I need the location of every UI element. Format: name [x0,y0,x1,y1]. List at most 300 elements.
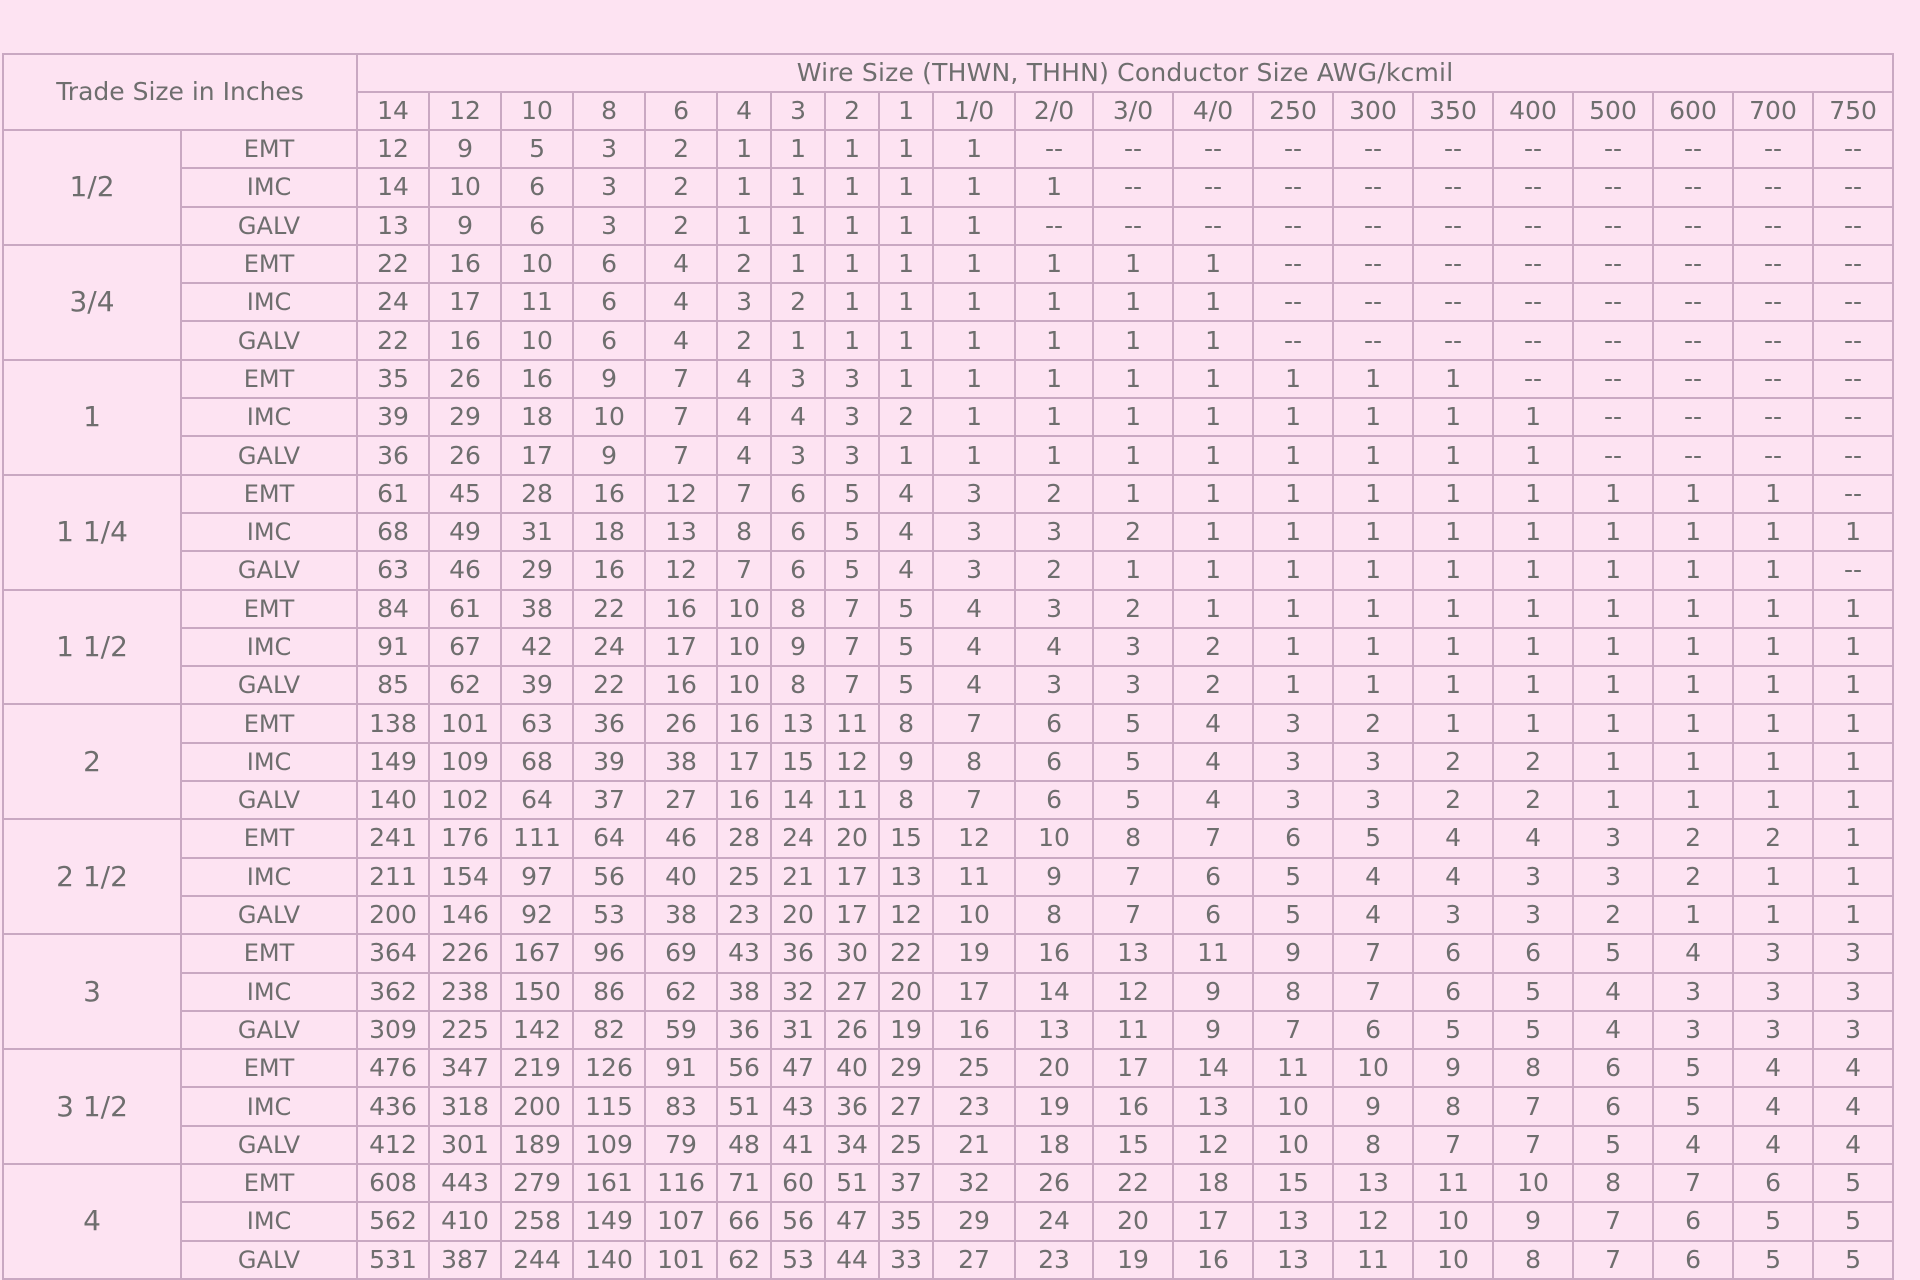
fill-count-cell: 5 [1493,1011,1573,1049]
fill-count-cell: 36 [573,704,645,742]
fill-count-cell: 4 [1813,1049,1893,1087]
conduit-type-cell: EMT [181,360,357,398]
fill-count-cell: 410 [429,1202,501,1240]
fill-count-cell: 1 [1253,398,1333,436]
fill-count-cell: 4 [1733,1087,1813,1125]
fill-count-cell: 38 [645,896,717,934]
fill-count-cell: 1 [1493,666,1573,704]
fill-count-cell: 2 [1093,590,1173,628]
fill-count-cell: 7 [1093,858,1173,896]
fill-count-cell: 1 [1093,360,1173,398]
fill-count-cell: 11 [1173,934,1253,972]
fill-count-cell: 5 [1093,704,1173,742]
fill-count-cell: 3 [1253,704,1333,742]
fill-count-cell: -- [1653,245,1733,283]
fill-count-cell: 8 [771,666,825,704]
fill-count-cell: 14 [1173,1049,1253,1087]
fill-count-cell: -- [1253,130,1333,168]
fill-count-cell: -- [1733,168,1813,206]
fill-count-cell: 4 [717,360,771,398]
fill-count-cell: 1 [1573,475,1653,513]
fill-count-cell: -- [1813,436,1893,474]
fill-count-cell: 10 [501,245,573,283]
fill-count-cell: 6 [1253,819,1333,857]
fill-count-cell: 531 [357,1241,429,1279]
fill-count-cell: 6 [573,321,645,359]
fill-count-cell: 20 [879,973,933,1011]
conduit-type-cell: IMC [181,973,357,1011]
fill-count-cell: 16 [717,781,771,819]
fill-count-cell: 476 [357,1049,429,1087]
conduit-type-cell: GALV [181,1126,357,1164]
fill-count-cell: 6 [771,475,825,513]
fill-count-cell: 10 [933,896,1015,934]
fill-count-cell: 1 [1733,743,1813,781]
fill-count-cell: 8 [1573,1164,1653,1202]
trade-size-cell: 2 [3,704,181,819]
fill-count-cell: -- [1253,321,1333,359]
fill-count-cell: 22 [573,590,645,628]
header-row [3,54,1893,92]
fill-count-cell: 7 [1493,1087,1573,1125]
fill-count-cell: 6 [501,207,573,245]
fill-count-cell: 53 [573,896,645,934]
fill-count-cell: 1 [771,321,825,359]
conduit-type-cell: GALV [181,1241,357,1279]
table-row [3,628,1893,666]
fill-count-cell: 1 [1173,283,1253,321]
fill-count-cell: -- [1813,245,1893,283]
trade-size-cell: 4 [3,1164,181,1279]
fill-count-cell: 1 [1573,590,1653,628]
fill-count-cell: 149 [357,743,429,781]
fill-count-cell: 1 [1413,475,1493,513]
fill-count-cell: 3 [717,283,771,321]
table-row [3,513,1893,551]
fill-count-cell: 42 [501,628,573,666]
fill-count-cell: 1 [1413,360,1493,398]
fill-count-cell: 1 [1733,551,1813,589]
fill-count-cell: -- [1093,168,1173,206]
fill-count-cell: 1 [1573,551,1653,589]
trade-size-cell: 1/2 [3,130,181,245]
fill-count-cell: 149 [573,1202,645,1240]
fill-count-cell: 9 [1173,973,1253,1011]
fill-count-cell: 1 [717,207,771,245]
table-row [3,551,1893,589]
wire-size-header-cell: 1/0 [933,92,1015,130]
fill-count-cell: -- [1253,207,1333,245]
fill-count-cell: 82 [573,1011,645,1049]
fill-count-cell: 43 [771,1087,825,1125]
fill-count-cell: 14 [357,168,429,206]
table-row [3,590,1893,628]
fill-count-cell: 34 [825,1126,879,1164]
fill-count-cell: 3 [573,168,645,206]
table-row [3,781,1893,819]
table-row [3,321,1893,359]
fill-count-cell: 1 [1813,896,1893,934]
wire-size-header-cell: 10 [501,92,573,130]
fill-count-cell: 4 [1573,973,1653,1011]
fill-count-cell: 41 [771,1126,825,1164]
wire-size-header: Wire Size (THWN, THHN) Conductor Size AWG/kcmil [357,54,1893,92]
fill-count-cell: 138 [357,704,429,742]
fill-count-cell: 1 [1015,398,1093,436]
fill-count-cell: -- [1573,321,1653,359]
fill-count-cell: 1 [1173,245,1253,283]
fill-count-cell: 7 [825,590,879,628]
trade-size-cell: 3 1/2 [3,1049,181,1164]
fill-count-cell: 3 [1333,743,1413,781]
table-row [3,1164,1893,1202]
fill-count-cell: 40 [645,858,717,896]
fill-count-cell: 12 [645,551,717,589]
fill-count-cell: 8 [1493,1049,1573,1087]
fill-count-cell: 14 [771,781,825,819]
fill-count-cell: 1 [1413,398,1493,436]
fill-count-cell: 412 [357,1126,429,1164]
fill-count-cell: -- [1333,130,1413,168]
fill-count-cell: 26 [825,1011,879,1049]
fill-count-cell: 10 [1413,1241,1493,1279]
fill-count-cell: 31 [501,513,573,551]
fill-count-cell: 22 [879,934,933,972]
fill-count-cell: 1 [1493,628,1573,666]
fill-count-cell: 102 [429,781,501,819]
fill-count-cell: 17 [645,628,717,666]
fill-count-cell: 61 [429,590,501,628]
table-row [3,858,1893,896]
fill-count-cell: -- [1653,321,1733,359]
fill-count-cell: 3 [1573,819,1653,857]
fill-count-cell: 17 [933,973,1015,1011]
fill-count-cell: -- [1813,168,1893,206]
fill-count-cell: 1 [1253,590,1333,628]
conduit-type-cell: EMT [181,475,357,513]
fill-count-cell: -- [1733,130,1813,168]
table-row [3,819,1893,857]
fill-count-cell: 115 [573,1087,645,1125]
fill-count-cell: 1 [1333,590,1413,628]
fill-count-cell: 1 [933,245,1015,283]
wire-size-header-cell: 500 [1573,92,1653,130]
fill-count-cell: 1 [1813,704,1893,742]
fill-count-cell: 13 [357,207,429,245]
fill-count-cell: -- [1253,168,1333,206]
wire-size-header-cell: 6 [645,92,717,130]
fill-count-cell: 6 [1413,934,1493,972]
fill-count-cell: 1 [879,360,933,398]
fill-count-cell: 1 [1173,513,1253,551]
fill-count-cell: 51 [825,1164,879,1202]
wire-size-header-cell: 600 [1653,92,1733,130]
fill-count-cell: 1 [1333,475,1413,513]
trade-size-cell: 2 1/2 [3,819,181,934]
table-row [3,245,1893,283]
fill-count-cell: 2 [1733,819,1813,857]
wire-size-header-cell: 750 [1813,92,1893,130]
fill-count-cell: 1 [1015,436,1093,474]
fill-count-cell: 46 [645,819,717,857]
fill-count-cell: 109 [429,743,501,781]
fill-count-cell: 37 [879,1164,933,1202]
table-row [3,436,1893,474]
fill-count-cell: 39 [501,666,573,704]
fill-count-cell: 1 [771,207,825,245]
fill-count-cell: 18 [501,398,573,436]
fill-count-cell: 12 [879,896,933,934]
fill-count-cell: -- [1333,245,1413,283]
fill-count-cell: -- [1493,360,1573,398]
fill-count-cell: 226 [429,934,501,972]
fill-count-cell: 150 [501,973,573,1011]
fill-count-cell: -- [1573,398,1653,436]
fill-count-cell: 1 [1173,436,1253,474]
fill-count-cell: 27 [825,973,879,1011]
fill-count-cell: 1 [1653,590,1733,628]
fill-count-cell: -- [1813,321,1893,359]
fill-count-cell: 1 [879,168,933,206]
fill-count-cell: 107 [645,1202,717,1240]
fill-count-cell: 9 [1015,858,1093,896]
fill-count-cell: -- [1333,168,1413,206]
fill-count-cell: 17 [825,858,879,896]
fill-count-cell: 2 [1653,819,1733,857]
fill-count-cell: 43 [717,934,771,972]
fill-count-cell: 1 [1653,896,1733,934]
fill-count-cell: 1 [1333,513,1413,551]
conduit-type-cell: EMT [181,819,357,857]
fill-count-cell: 5 [879,628,933,666]
fill-count-cell: 62 [645,973,717,1011]
fill-count-cell: 1 [1413,513,1493,551]
fill-count-cell: 1 [825,168,879,206]
fill-count-cell: 1 [1333,628,1413,666]
fill-count-cell: 10 [717,666,771,704]
fill-count-cell: 6 [1015,704,1093,742]
fill-count-cell: 1 [1015,168,1093,206]
fill-count-cell: 31 [771,1011,825,1049]
fill-count-cell: 1 [1493,436,1573,474]
fill-count-cell: 4 [933,590,1015,628]
fill-count-cell: 12 [1173,1126,1253,1164]
fill-count-cell: 4 [879,551,933,589]
fill-count-cell: 301 [429,1126,501,1164]
fill-count-cell: 200 [501,1087,573,1125]
fill-count-cell: 1 [1813,590,1893,628]
table-row [3,896,1893,934]
fill-count-cell: 4 [1173,704,1253,742]
fill-count-cell: 1 [1813,743,1893,781]
fill-count-cell: 6 [1413,973,1493,1011]
fill-count-cell: 8 [1333,1126,1413,1164]
table-row [3,1011,1893,1049]
fill-count-cell: 1 [1413,551,1493,589]
fill-count-cell: 17 [1093,1049,1173,1087]
fill-count-cell: 3 [825,398,879,436]
fill-count-cell: 3 [1733,1011,1813,1049]
fill-count-cell: 3 [1813,934,1893,972]
fill-count-cell: 20 [1015,1049,1093,1087]
fill-count-cell: 38 [717,973,771,1011]
fill-count-cell: 608 [357,1164,429,1202]
fill-count-cell: 9 [1173,1011,1253,1049]
fill-count-cell: 7 [1093,896,1173,934]
wire-size-header-cell: 250 [1253,92,1333,130]
fill-count-cell: 8 [879,781,933,819]
conduit-type-cell: IMC [181,168,357,206]
fill-count-cell: 49 [429,513,501,551]
fill-count-cell: 19 [879,1011,933,1049]
fill-count-cell: 1 [1253,666,1333,704]
fill-count-cell: 1 [1813,513,1893,551]
fill-count-cell: 5 [1653,1049,1733,1087]
fill-count-cell: 318 [429,1087,501,1125]
fill-count-cell: 2 [879,398,933,436]
fill-count-cell: 1 [1653,743,1733,781]
fill-count-cell: 279 [501,1164,573,1202]
fill-count-cell: -- [1413,130,1493,168]
fill-count-cell: 5 [1093,743,1173,781]
wire-size-header-cell: 8 [573,92,645,130]
fill-count-cell: 238 [429,973,501,1011]
fill-count-cell: 9 [1333,1087,1413,1125]
fill-count-cell: 4 [717,398,771,436]
fill-count-cell: 1 [879,207,933,245]
fill-count-cell: 1 [1253,628,1333,666]
wire-size-header-cell: 2/0 [1015,92,1093,130]
fill-count-cell: 101 [429,704,501,742]
conduit-type-cell: GALV [181,896,357,934]
table-row [3,1087,1893,1125]
fill-count-cell: 20 [771,896,825,934]
fill-count-cell: 1 [825,283,879,321]
fill-count-cell: 7 [1173,819,1253,857]
fill-count-cell: -- [1333,207,1413,245]
fill-count-cell: 64 [501,781,573,819]
fill-count-cell: -- [1573,436,1653,474]
fill-count-cell: 4 [1573,1011,1653,1049]
fill-count-cell: 17 [429,283,501,321]
fill-count-cell: 1 [933,436,1015,474]
fill-count-cell: 1 [1173,321,1253,359]
table-row [3,973,1893,1011]
fill-count-cell: 8 [933,743,1015,781]
fill-count-cell: 1 [1573,704,1653,742]
fill-count-cell: 19 [933,934,1015,972]
fill-count-cell: 1 [717,130,771,168]
fill-count-cell: 1 [1733,704,1813,742]
fill-count-cell: 7 [717,551,771,589]
fill-count-cell: 10 [1493,1164,1573,1202]
fill-count-cell: 36 [717,1011,771,1049]
fill-count-cell: 27 [933,1241,1015,1279]
conduit-type-cell: EMT [181,934,357,972]
fill-count-cell: 36 [825,1087,879,1125]
fill-count-cell: 17 [501,436,573,474]
fill-count-cell: 25 [879,1126,933,1164]
fill-count-cell: 1 [1813,628,1893,666]
fill-count-cell: 7 [933,781,1015,819]
fill-count-cell: 10 [717,590,771,628]
conduit-type-cell: IMC [181,743,357,781]
fill-count-cell: -- [1093,207,1173,245]
fill-count-cell: -- [1813,207,1893,245]
fill-count-cell: 140 [357,781,429,819]
fill-count-cell: -- [1015,130,1093,168]
fill-count-cell: 1 [1573,666,1653,704]
fill-count-cell: 6 [771,551,825,589]
fill-count-cell: 1 [1253,551,1333,589]
fill-count-cell: -- [1413,168,1493,206]
table-row [3,704,1893,742]
fill-count-cell: 13 [1015,1011,1093,1049]
conduit-type-cell: GALV [181,207,357,245]
fill-count-cell: 2 [1015,551,1093,589]
fill-count-cell: 1 [1015,245,1093,283]
fill-count-cell: 36 [771,934,825,972]
fill-count-cell: 6 [1653,1202,1733,1240]
fill-count-cell: 7 [717,475,771,513]
fill-count-cell: -- [1413,283,1493,321]
fill-count-cell: 362 [357,973,429,1011]
fill-count-cell: 16 [573,551,645,589]
fill-count-cell: 91 [357,628,429,666]
fill-count-cell: 3 [1015,590,1093,628]
fill-count-cell: 38 [501,590,573,628]
fill-count-cell: 10 [717,628,771,666]
fill-count-cell: 97 [501,858,573,896]
fill-count-cell: 68 [357,513,429,551]
fill-count-cell: 9 [429,130,501,168]
fill-count-cell: 3 [1653,1011,1733,1049]
fill-count-cell: 5 [879,666,933,704]
fill-count-cell: 28 [717,819,771,857]
fill-count-cell: 46 [429,551,501,589]
fill-count-cell: 62 [429,666,501,704]
table-row [3,207,1893,245]
fill-count-cell: 24 [573,628,645,666]
fill-count-cell: 7 [1493,1126,1573,1164]
fill-count-cell: 1 [1253,436,1333,474]
fill-count-cell: 79 [645,1126,717,1164]
fill-count-cell: 7 [1573,1202,1653,1240]
fill-count-cell: -- [1333,321,1413,359]
fill-count-cell: 1 [879,321,933,359]
fill-count-cell: 4 [771,398,825,436]
fill-count-cell: 3 [933,551,1015,589]
fill-count-cell: 6 [771,513,825,551]
fill-count-cell: 4 [933,628,1015,666]
fill-count-cell: 13 [1253,1241,1333,1279]
fill-count-cell: 6 [1015,743,1093,781]
fill-count-cell: 20 [825,819,879,857]
fill-count-cell: 63 [501,704,573,742]
fill-count-cell: 154 [429,858,501,896]
fill-count-cell: 29 [879,1049,933,1087]
fill-count-cell: 1 [771,130,825,168]
fill-count-cell: 5 [1813,1164,1893,1202]
fill-count-cell: 16 [429,321,501,359]
fill-count-cell: -- [1573,360,1653,398]
fill-count-cell: 3 [1253,743,1333,781]
fill-count-cell: 1 [1573,743,1653,781]
fill-count-cell: 86 [573,973,645,1011]
fill-count-cell: 5 [1573,934,1653,972]
fill-count-cell: 309 [357,1011,429,1049]
fill-count-cell: 9 [1253,934,1333,972]
